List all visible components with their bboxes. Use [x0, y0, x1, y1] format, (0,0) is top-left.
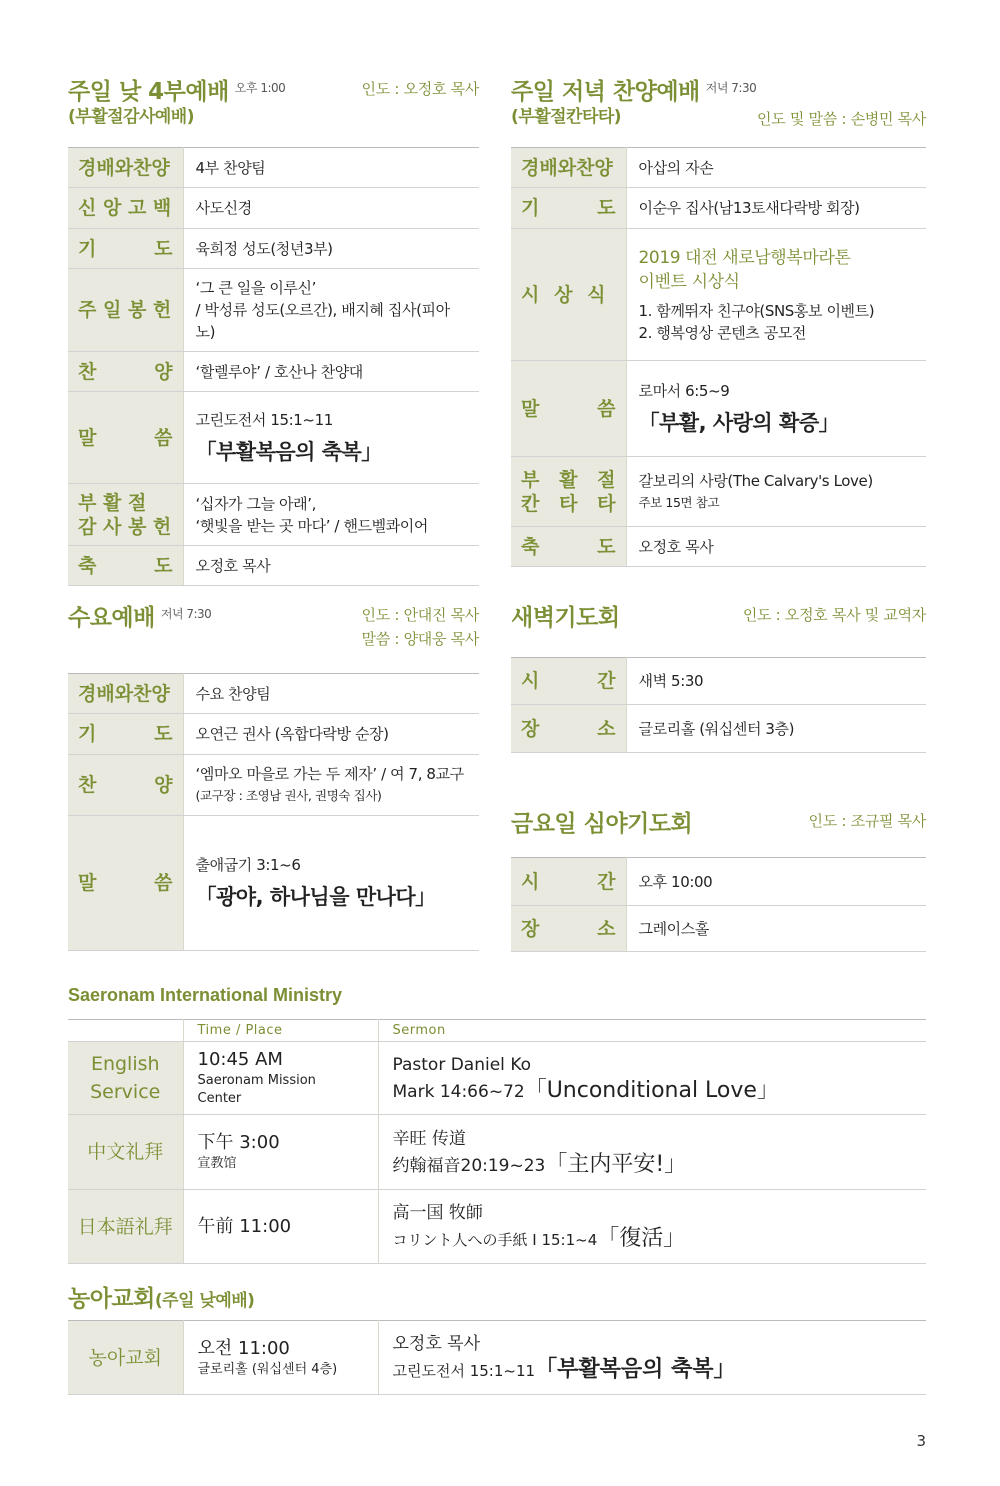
- sunday-evening-title: [511, 78, 926, 106]
- sunday-evening-subtitle: (부활절칸타타): [511, 107, 622, 127]
- sermon: [378, 1042, 926, 1115]
- row-label: 시 간: [511, 858, 626, 906]
- row-label-text: 경배와찬양: [521, 156, 613, 179]
- row-value: ‘할렐루야’ / 호산나 찬양대: [183, 352, 479, 392]
- table-header-row: [68, 1020, 926, 1042]
- sunday-evening-header: [511, 78, 926, 138]
- table-row: [511, 188, 926, 229]
- row-label: 기 도: [511, 188, 626, 229]
- table-row: [511, 906, 926, 952]
- time-place: [183, 1321, 378, 1395]
- row-label: [511, 148, 626, 188]
- award-headline: 이벤트 시상식: [638, 271, 740, 292]
- table-row: [68, 484, 479, 546]
- row-label-text: 신 앙 고 백: [78, 197, 172, 219]
- row-value: [626, 229, 926, 361]
- value-line: ‘햇빛을 받는 곳 마다’ / 핸드벨콰이어: [195, 516, 428, 535]
- scripture-ref: Mark 14:66~72: [392, 1081, 525, 1102]
- table-row: [68, 352, 479, 392]
- row-value: [183, 755, 479, 816]
- table-row: [68, 269, 479, 352]
- table-row: [511, 705, 926, 753]
- dawn-leader: 인도 : 오정호 목사 및 교역자: [742, 606, 926, 624]
- preacher: 오정호 목사: [392, 1334, 481, 1354]
- table-row: [68, 188, 479, 229]
- sermon-title: 「復活」: [597, 1226, 686, 1251]
- header-sermon: Sermon: [378, 1020, 926, 1042]
- sunday-evening-leader: 인도 및 말씀 : 손병민 목사: [757, 110, 926, 128]
- value-line: 갈보리의 사랑(The Calvary's Love): [638, 471, 873, 490]
- sunday4-leader: 인도 : 오정호 목사: [361, 80, 479, 98]
- deaf-title: 농아교회: [68, 1286, 155, 1312]
- service-time: 下午 3:00: [197, 1132, 280, 1153]
- table-row: [511, 229, 926, 361]
- row-label: 시 상 식: [511, 229, 626, 361]
- row-label-text: 주 일 봉 헌: [78, 299, 172, 321]
- time-place: [183, 1190, 378, 1264]
- scripture-ref: 고린도전서 15:1~11: [195, 410, 333, 429]
- table-row: [511, 148, 926, 188]
- row-value: 오연근 권사 (옥합다락방 순장): [183, 714, 479, 755]
- table-row: [511, 858, 926, 906]
- page-number: 3: [916, 1432, 926, 1450]
- service-place: 宣教馆: [197, 1156, 237, 1171]
- international-table: [68, 1019, 926, 1264]
- award-item: 1. 함께뛰자 친구야(SNS홍보 이벤트): [638, 301, 875, 320]
- table-row: [68, 674, 479, 714]
- table-row: [68, 714, 479, 755]
- table-row: [511, 361, 926, 457]
- row-value: 이순우 집사(남13토새다락방 회장): [626, 188, 926, 229]
- row-label: 기 도: [68, 229, 183, 269]
- row-label: 말 씀: [68, 816, 183, 951]
- table-row: [68, 148, 479, 188]
- scripture-ref: 约翰福音20:19~23: [392, 1155, 546, 1176]
- row-label-text: English: [90, 1053, 160, 1075]
- sunday-evening-title-text: 주일 저녁 찬양예배: [511, 79, 700, 105]
- friday-header: [511, 810, 926, 846]
- value-line: / 박성류 성도(오르간), 배지혜 집사(피아노): [195, 301, 450, 341]
- row-label: [68, 148, 183, 188]
- row-value: 글로리홀 (워십센터 3층): [626, 705, 926, 753]
- row-label: 찬 양: [68, 755, 183, 816]
- row-value: 사도신경: [183, 188, 479, 229]
- service-place: Saeronam Mission Center: [197, 1073, 316, 1106]
- value-line: ‘십자가 그늘 아래’,: [195, 494, 316, 513]
- row-value: 육희정 성도(청년3부): [183, 229, 479, 269]
- friday-leader: 인도 : 조규필 목사: [808, 812, 926, 830]
- row-label: [68, 1042, 183, 1115]
- row-value: 오후 10:00: [626, 858, 926, 906]
- row-label-text: 감 사 봉 헌: [78, 515, 172, 538]
- friday-table: [511, 857, 926, 952]
- table-row: [511, 457, 926, 527]
- sermon: [378, 1321, 926, 1395]
- row-label: 시 간: [511, 658, 626, 705]
- wednesday-time: 저녁 7:30: [160, 607, 212, 621]
- sunday4-table: [68, 147, 479, 586]
- wednesday-header: [68, 604, 479, 664]
- row-value: [626, 361, 926, 457]
- international-title: Saeronam International Ministry: [68, 985, 343, 1005]
- wednesday-title-text: 수요예배: [68, 605, 155, 631]
- value-line: ‘그 큰 일을 이루신’: [195, 279, 316, 297]
- sermon: [378, 1190, 926, 1264]
- row-label-text: Service: [90, 1081, 161, 1103]
- header-empty: [68, 1020, 183, 1042]
- row-label: [68, 674, 183, 714]
- row-value: 새벽 5:30: [626, 658, 926, 705]
- row-label: 말 씀: [511, 361, 626, 457]
- row-label-text: 경배와찬양: [78, 682, 170, 705]
- table-row: [68, 816, 479, 951]
- table-row: [68, 1042, 926, 1115]
- row-label: 축 도: [511, 527, 626, 567]
- scripture-ref: 출애굽기 3:1~6: [195, 856, 301, 874]
- table-row: [68, 1321, 926, 1395]
- scripture-ref: コリント人への手紙 I 15:1~4: [392, 1231, 598, 1249]
- row-label: 찬 양: [68, 352, 183, 392]
- table-row: [511, 527, 926, 567]
- row-value: 수요 찬양팀: [183, 674, 479, 714]
- service-time: 午前 11:00: [197, 1215, 292, 1237]
- table-row: [68, 392, 479, 484]
- row-label: 부 활 절 칸 타 타: [511, 457, 626, 527]
- row-label: 축 도: [68, 546, 183, 586]
- friday-title: 금요일 심야기도회: [511, 811, 693, 837]
- sunday-evening-table: [511, 147, 926, 567]
- value-line: 주보 15면 참고: [638, 494, 720, 510]
- sermon-title: 「부활, 사랑의 확증」: [638, 410, 840, 435]
- deaf-table: [68, 1320, 926, 1395]
- row-value: 오정호 목사: [626, 527, 926, 567]
- row-value: 그레이스홀: [626, 906, 926, 952]
- row-value: [183, 816, 479, 951]
- dawn-header: [511, 604, 926, 640]
- table-row: [68, 1190, 926, 1264]
- deaf-header: [68, 1285, 254, 1313]
- row-label: [68, 188, 183, 229]
- row-label: [68, 269, 183, 352]
- row-label: 말 씀: [68, 392, 183, 484]
- row-label: 日本語礼拜: [68, 1190, 183, 1264]
- service-time: 오전 11:00: [197, 1337, 290, 1359]
- row-value: 오정호 목사: [183, 546, 479, 586]
- sermon-title: 「부활복음의 축복」: [535, 1357, 736, 1382]
- sermon-title: 「부활복음의 축복」: [195, 439, 382, 464]
- row-value: [183, 269, 479, 352]
- preacher: 高一国 牧師: [392, 1203, 483, 1223]
- sermon: [378, 1115, 926, 1190]
- award-item: 2. 행복영상 콘텐츠 공모전: [638, 323, 807, 342]
- header-time-place: Time / Place: [183, 1020, 378, 1042]
- row-value: [626, 457, 926, 527]
- sunday4-header: [68, 78, 479, 138]
- wednesday-leader: 인도 : 안대진 목사: [361, 606, 479, 624]
- sermon-title: 「Unconditional Love」: [524, 1077, 779, 1103]
- row-label: 中文礼拜: [68, 1115, 183, 1190]
- sunday-evening-time: 저녁 7:30: [705, 81, 757, 95]
- table-row: [68, 755, 479, 816]
- scripture-ref: 고린도전서 15:1~11: [392, 1362, 536, 1380]
- dawn-table: [511, 657, 926, 753]
- sunday4-title-text: 주일 낮 4부예배: [68, 79, 229, 105]
- row-label: 기 도: [68, 714, 183, 755]
- sunday4-subtitle: (부활절감사예배): [68, 107, 194, 127]
- row-value: 4부 찬양팀: [183, 148, 479, 188]
- table-row: [68, 546, 479, 586]
- row-label: [68, 484, 183, 546]
- wednesday-table: [68, 673, 479, 951]
- row-label-text: 경배와찬양: [78, 156, 170, 179]
- table-row: [68, 1115, 926, 1190]
- row-label: 장 소: [511, 705, 626, 753]
- time-place: [183, 1042, 378, 1115]
- value-line: (교구장 : 조영남 권사, 권명숙 집사): [195, 788, 382, 803]
- row-label: 농아교회: [68, 1321, 183, 1395]
- preacher: 辛旺 传道: [392, 1128, 466, 1149]
- value-line: ‘엠마오 마을로 가는 두 제자’ / 여 7, 8교구: [195, 765, 464, 783]
- table-row: [68, 229, 479, 269]
- sermon-title: 「광야, 하나님을 만나다」: [195, 885, 436, 909]
- preacher: Pastor Daniel Ko: [392, 1054, 532, 1075]
- sermon-title: 「主内平安!」: [545, 1151, 687, 1177]
- table-row: [511, 658, 926, 705]
- scripture-ref: 로마서 6:5~9: [638, 381, 730, 400]
- award-headline: 2019 대전 새로남행복마라톤: [638, 247, 851, 268]
- dawn-title: 새벽기도회: [511, 605, 620, 631]
- time-place: [183, 1115, 378, 1190]
- row-value: [183, 484, 479, 546]
- row-label: 장 소: [511, 906, 626, 952]
- sunday4-time: 오후 1:00: [234, 81, 286, 95]
- row-label-text: 부 활 절: [78, 491, 147, 514]
- row-value: [183, 392, 479, 484]
- row-value: 아삽의 자손: [626, 148, 926, 188]
- service-time: 10:45 AM: [197, 1049, 283, 1070]
- service-place: 글로리홀 (워십센터 4층): [197, 1361, 338, 1377]
- deaf-title-sub: (주일 낮예배): [154, 1291, 255, 1311]
- wednesday-preacher: 말씀 : 양대웅 목사: [361, 630, 479, 648]
